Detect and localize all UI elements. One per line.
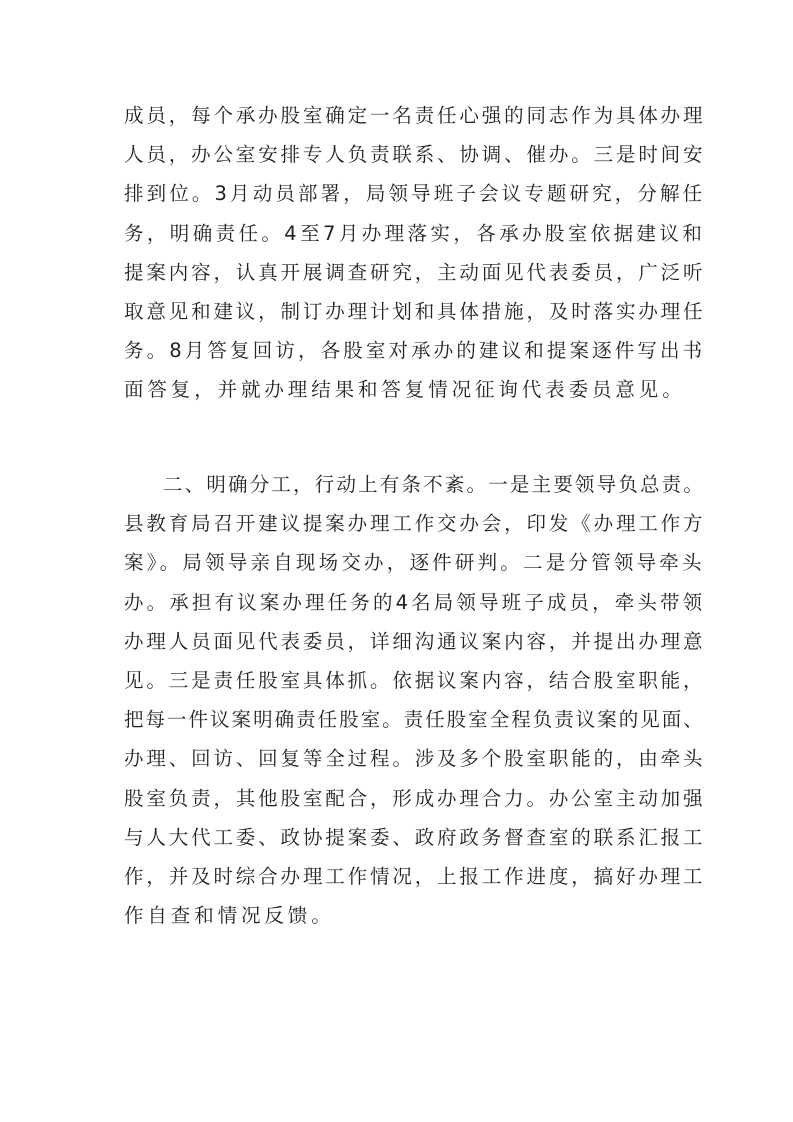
paragraph-1-line-4: 务，明确责任。4至7月办理落实，各承办股室依据建议和: [124, 222, 706, 245]
paragraph-1-line-2: 人员，办公室安排专人负责联系、协调、催办。三是时间安: [124, 143, 706, 166]
paragraph-2-line-6: 见。三是责任股室具体抓。依据议案内容，结合股室职能，: [124, 669, 706, 692]
paragraph-2-line-9: 股室负责，其他股室配合，形成办理合力。办公室主动加强: [124, 787, 706, 810]
paragraph-1-line-1: 成员，每个承办股室确定一名责任心强的同志作为具体办理: [124, 104, 706, 127]
paragraph-2-line-3: 案》。局领导亲自现场交办，逐件研判。二是分管领导牵头: [124, 551, 705, 574]
paragraph-1-line-3: 排到位。3月动员部署，局领导班子会议专题研究，分解任: [124, 182, 706, 205]
paragraph-2-line-1: 二、明确分工，行动上有条不紊。一是主要领导负总责。: [163, 473, 706, 496]
paragraph-2-line-4: 办。承担有议案办理任务的4名局领导班子成员，牵头带领: [124, 591, 706, 614]
paragraph-1-line-6: 取意见和建议，制订办理计划和具体措施，及时落实办理任: [124, 300, 706, 323]
paragraph-2-line-5: 办理人员面见代表委员，详细沟通议案内容，并提出办理意: [124, 630, 706, 653]
paragraph-2-line-12: 作自查和情况反馈。: [124, 904, 335, 927]
paragraph-2-line-2: 县教育局召开建议提案办理工作交办会，印发《办理工作方: [124, 512, 706, 535]
paragraph-1-line-5: 提案内容，认真开展调查研究，主动面见代表委员，广泛听: [124, 261, 706, 284]
paragraph-1-line-7: 务。8月答复回访，各股室对承办的建议和提案逐件写出书: [124, 339, 706, 362]
paragraph-2-line-11: 作，并及时综合办理工作情况，上报工作进度，搞好办理工: [124, 865, 706, 888]
paragraph-2-line-8: 办理、回访、回复等全过程。涉及多个股室职能的，由牵头: [124, 747, 706, 770]
paragraph-2-line-7: 把每一件议案明确责任股室。责任股室全程负责议案的见面、: [124, 708, 705, 731]
paragraph-1-line-8: 面答复，并就办理结果和答复情况征询代表委员意见。: [124, 378, 686, 401]
paragraph-2-line-10: 与人大代工委、政协提案委、政府政务督查室的联系汇报工: [124, 826, 706, 849]
